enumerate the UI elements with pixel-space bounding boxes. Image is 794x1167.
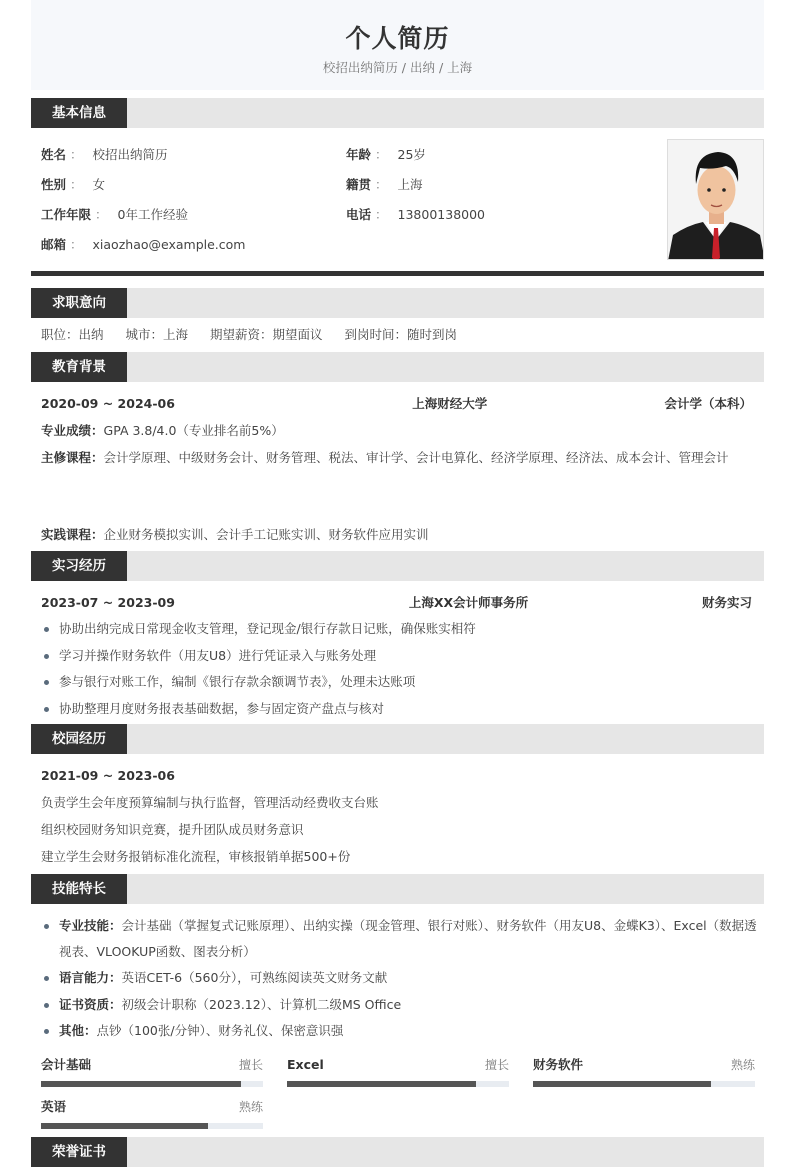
field-value: 13800138000 — [397, 207, 486, 222]
section-education: 教育背景 — [31, 352, 764, 382]
info-field — [41, 230, 245, 260]
skill-bar — [287, 1055, 509, 1097]
skill-text: 会计基础（掌握复式记账原理）、出纳实操（现金管理、银行对账）、财务软件（用友U8、金蝶K3）、Excel（数据透视表、VLOOKUP函数、图表分析） — [59, 918, 757, 959]
intent-position: 职位：出纳 — [41, 327, 104, 342]
skill-track — [41, 1081, 263, 1087]
skill-name: 英语 — [41, 1098, 67, 1114]
campus-line: 组织校园财务知识竞赛，提升团队成员财务意识 — [41, 822, 304, 837]
intern-bullet: 协助出纳完成日常现金收支管理，登记现金/银行存款日记账，确保账实相符 — [31, 616, 764, 643]
skill-bar-header — [41, 1097, 263, 1117]
intern-bullet: 学习并操作财务软件（用友U8）进行凭证录入与账务处理 — [31, 643, 764, 670]
label: 专业成绩： — [41, 423, 104, 438]
field-value: 25岁 — [397, 147, 426, 162]
skill-name: 会计基础 — [41, 1056, 92, 1072]
skill-name: 财务软件 — [533, 1056, 584, 1072]
resume-subtitle: 校招出纳简历 / 出纳 / 上海 — [322, 60, 473, 75]
campus-line: 建立学生会财务报销标准化流程，审核报销单据500+份 — [41, 849, 351, 864]
skill-text: 英语CET-6（560分），可熟练阅读英文财务文献 — [121, 970, 388, 985]
field-value: 女 — [92, 177, 106, 192]
skill-bullet — [31, 913, 764, 965]
intern-company: 上海XX会计师事务所 — [408, 595, 529, 610]
skill-bullet — [31, 1018, 764, 1045]
colon: ： — [70, 237, 83, 252]
edu-school: 上海财经大学 — [412, 396, 488, 411]
divider — [31, 271, 764, 276]
profile-photo — [667, 139, 764, 260]
skill-track — [533, 1081, 755, 1087]
skill-bar-header — [287, 1055, 509, 1075]
section-campus: 校园经历 — [31, 724, 764, 754]
skill-bar — [41, 1097, 263, 1139]
skill-bar-header — [533, 1055, 755, 1075]
skill-track — [287, 1081, 509, 1087]
intern-date: 2023-07 ~ 2023-09 — [41, 595, 175, 610]
field-label: 性别 — [41, 177, 67, 192]
skill-bullet — [31, 965, 764, 992]
skill-fill — [41, 1123, 208, 1129]
skills-list — [31, 904, 764, 1045]
skill-label: 语言能力： — [59, 970, 122, 985]
skill-fill — [41, 1081, 241, 1087]
skill-level: 熟练 — [730, 1057, 755, 1072]
skill-name: Excel — [287, 1056, 324, 1072]
skill-bullet — [31, 992, 764, 1019]
colon: ： — [375, 147, 388, 162]
skill-bar — [533, 1055, 755, 1097]
info-field — [41, 200, 188, 230]
field-value: 0年工作经验 — [117, 207, 188, 222]
resume-page — [31, 0, 764, 1167]
section-job-intent: 求职意向 — [31, 288, 764, 318]
skill-label: 专业技能： — [59, 918, 122, 933]
info-field — [41, 140, 168, 170]
skill-label: 其他： — [59, 1023, 97, 1038]
skill-track — [41, 1123, 263, 1129]
info-field — [41, 170, 105, 200]
info-field — [346, 170, 423, 200]
info-field — [346, 140, 426, 170]
field-label: 邮箱 — [41, 237, 67, 252]
intent-availability: 到岗时间：随时到岗 — [344, 327, 458, 342]
field-value: xiaozhao@example.com — [92, 237, 246, 252]
intern-bullet: 参与银行对账工作，编制《银行存款余额调节表》，处理未达账项 — [31, 669, 764, 696]
skill-bars — [31, 1055, 764, 1139]
edu-courses: 会计学原理、中级财务会计、财务管理、税法、审计学、会计电算化、经济学原理、经济法、成本会计、管理会计 — [103, 450, 729, 465]
colon: ： — [375, 177, 388, 192]
field-label: 工作年限 — [41, 207, 92, 222]
colon: ： — [70, 177, 83, 192]
resume-header — [31, 0, 764, 90]
colon: ： — [95, 207, 108, 222]
section-skills: 技能特长 — [31, 874, 764, 904]
resume-title: 个人简历 — [345, 24, 450, 53]
field-label: 电话 — [346, 207, 372, 222]
section-internship: 实习经历 — [31, 551, 764, 581]
intern-bullet: 协助整理月度财务报表基础数据，参与固定资产盘点与核对 — [31, 696, 764, 723]
intern-role: 财务实习 — [701, 595, 752, 610]
skill-text: 点钞（100张/分钟）、财务礼仪、保密意识强 — [96, 1023, 344, 1038]
field-value: 上海 — [397, 177, 423, 192]
label: 实践课程： — [41, 527, 104, 542]
section-basic-info: 基本信息 — [31, 98, 764, 128]
skill-fill — [287, 1081, 476, 1087]
internship — [31, 581, 764, 724]
field-label: 年龄 — [346, 147, 372, 162]
skill-label: 证书资质： — [59, 996, 122, 1012]
skill-level: 熟练 — [238, 1099, 263, 1114]
info-field — [346, 200, 485, 230]
intent-city: 城市：上海 — [125, 327, 189, 342]
intent-salary: 期望薪资：期望面议 — [210, 327, 323, 342]
edu-major: 会计学（本科） — [664, 396, 752, 411]
colon: ： — [375, 207, 388, 222]
skill-text: 初级会计职称（2023.12）、计算机二级MS Office — [121, 996, 402, 1012]
job-intent — [31, 318, 764, 352]
campus — [31, 754, 764, 874]
field-label: 姓名 — [41, 147, 67, 162]
colon: ： — [70, 147, 83, 162]
field-value: 校招出纳简历 — [92, 147, 168, 162]
edu-practice: 企业财务模拟实训、会计手工记账实训、财务软件应用实训 — [103, 527, 429, 542]
edu-date: 2020-09 ~ 2024-06 — [41, 396, 175, 411]
campus-date: 2021-09 ~ 2023-06 — [41, 768, 175, 783]
basic-info — [31, 128, 764, 273]
skill-fill — [533, 1081, 711, 1087]
label: 主修课程： — [41, 450, 104, 465]
edu-score: GPA 3.8/4.0（专业排名前5%） — [103, 423, 284, 438]
field-label: 籍贯 — [346, 177, 372, 192]
education — [31, 382, 764, 548]
skill-bar — [41, 1055, 263, 1097]
skill-bar-header — [41, 1055, 263, 1075]
skill-level: 擅长 — [238, 1057, 263, 1072]
section-honors: 荣誉证书 — [31, 1137, 764, 1167]
campus-line: 负责学生会年度预算编制与执行监督，管理活动经费收支台账 — [41, 795, 379, 810]
skill-level: 擅长 — [484, 1057, 509, 1072]
